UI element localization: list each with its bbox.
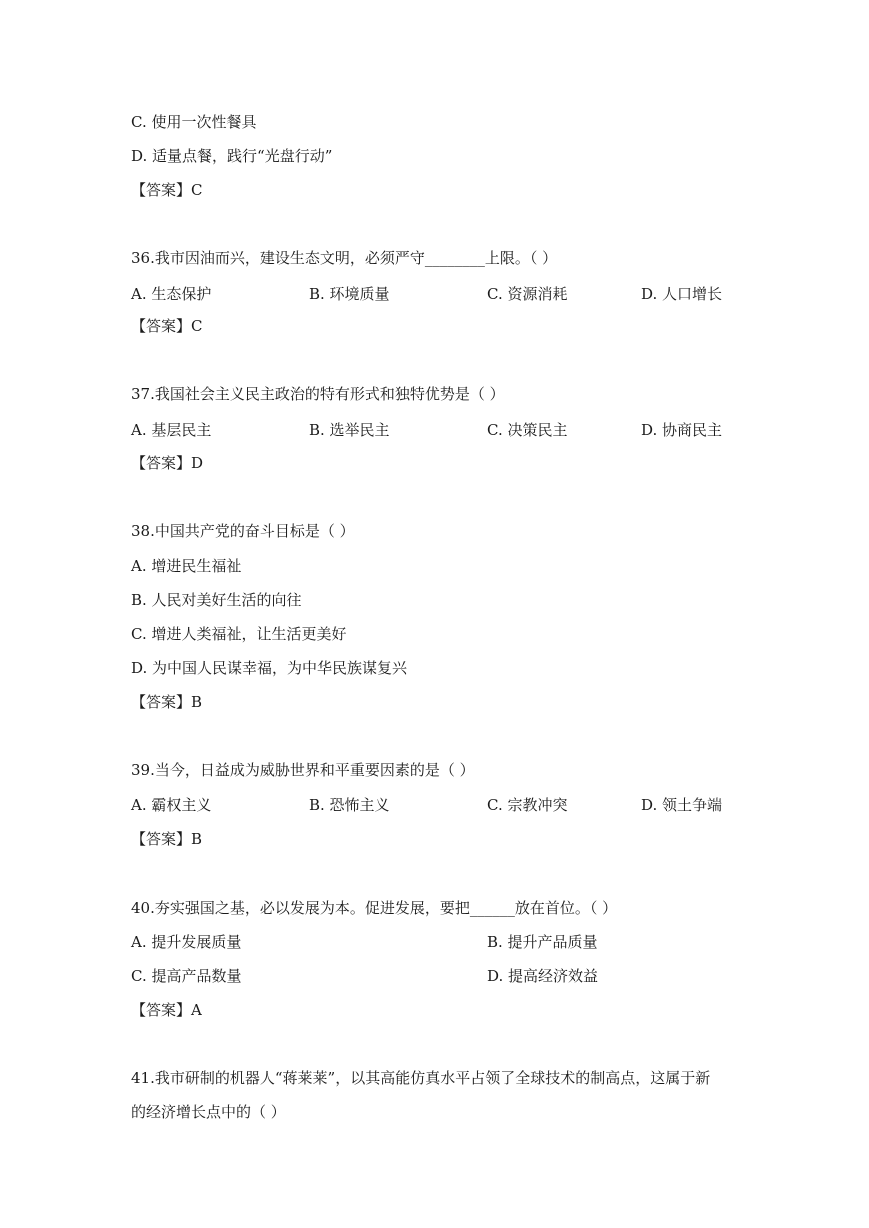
q38-stem: 38.中国共产党的奋斗目标是（ ） (131, 522, 355, 540)
q37-stem: 37.我国社会主义民主政治的特有形式和独特优势是（ ） (131, 385, 505, 403)
q41-stem-line1: 41.我市研制的机器人“蒋莱莱”，以其高能仿真水平占领了全球技术的制高点，这属于新 (131, 1069, 711, 1087)
q40-stem: 40.夯实强国之基，必以发展为本。促进发展，要把______放在首位。（ ） (131, 899, 618, 917)
q40-answer: 【答案】A (131, 1001, 202, 1019)
q39-stem: 39.当今，日益成为威胁世界和平重要因素的是（ ） (131, 761, 475, 779)
q38-option-c: C. 增进人类福祉，让生活更美好 (131, 625, 347, 643)
q36-option-c: C. 资源消耗 (487, 285, 568, 303)
q37-option-d: D. 协商民主 (641, 421, 723, 439)
q38-option-a: A. 增进民生福祉 (131, 557, 242, 575)
q35-answer: 【答案】C (131, 181, 203, 199)
q35-option-c: C. 使用一次性餐具 (131, 113, 257, 131)
q39-option-b: B. 恐怖主义 (309, 796, 390, 814)
q38-option-b: B. 人民对美好生活的向往 (131, 591, 302, 609)
q37-option-a: A. 基层民主 (131, 421, 212, 439)
q36-answer: 【答案】C (131, 317, 203, 335)
q39-answer: 【答案】B (131, 830, 203, 848)
q40-option-c: C. 提高产品数量 (131, 967, 242, 985)
q35-option-d: D. 适量点餐，践行“光盘行动” (131, 147, 333, 165)
q36-stem: 36.我市因油而兴，建设生态文明，必须严守________上限。（ ） (131, 249, 558, 267)
q37-option-b: B. 选举民主 (309, 421, 390, 439)
q39-option-d: D. 领土争端 (641, 796, 723, 814)
q39-option-c: C. 宗教冲突 (487, 796, 568, 814)
q40-option-a: A. 提升发展质量 (131, 933, 242, 951)
q40-option-b: B. 提升产品质量 (487, 933, 598, 951)
q36-option-d: D. 人口增长 (641, 285, 723, 303)
q37-option-c: C. 决策民主 (487, 421, 568, 439)
q37-answer: 【答案】D (131, 454, 204, 472)
q36-option-a: A. 生态保护 (131, 285, 212, 303)
q36-option-b: B. 环境质量 (309, 285, 390, 303)
q38-answer: 【答案】B (131, 693, 203, 711)
q41-stem-line2: 的经济增长点中的（ ） (131, 1103, 286, 1121)
q39-option-a: A. 霸权主义 (131, 796, 212, 814)
q40-option-d: D. 提高经济效益 (487, 967, 599, 985)
q38-option-d: D. 为中国人民谋幸福，为中华民族谋复兴 (131, 659, 408, 677)
